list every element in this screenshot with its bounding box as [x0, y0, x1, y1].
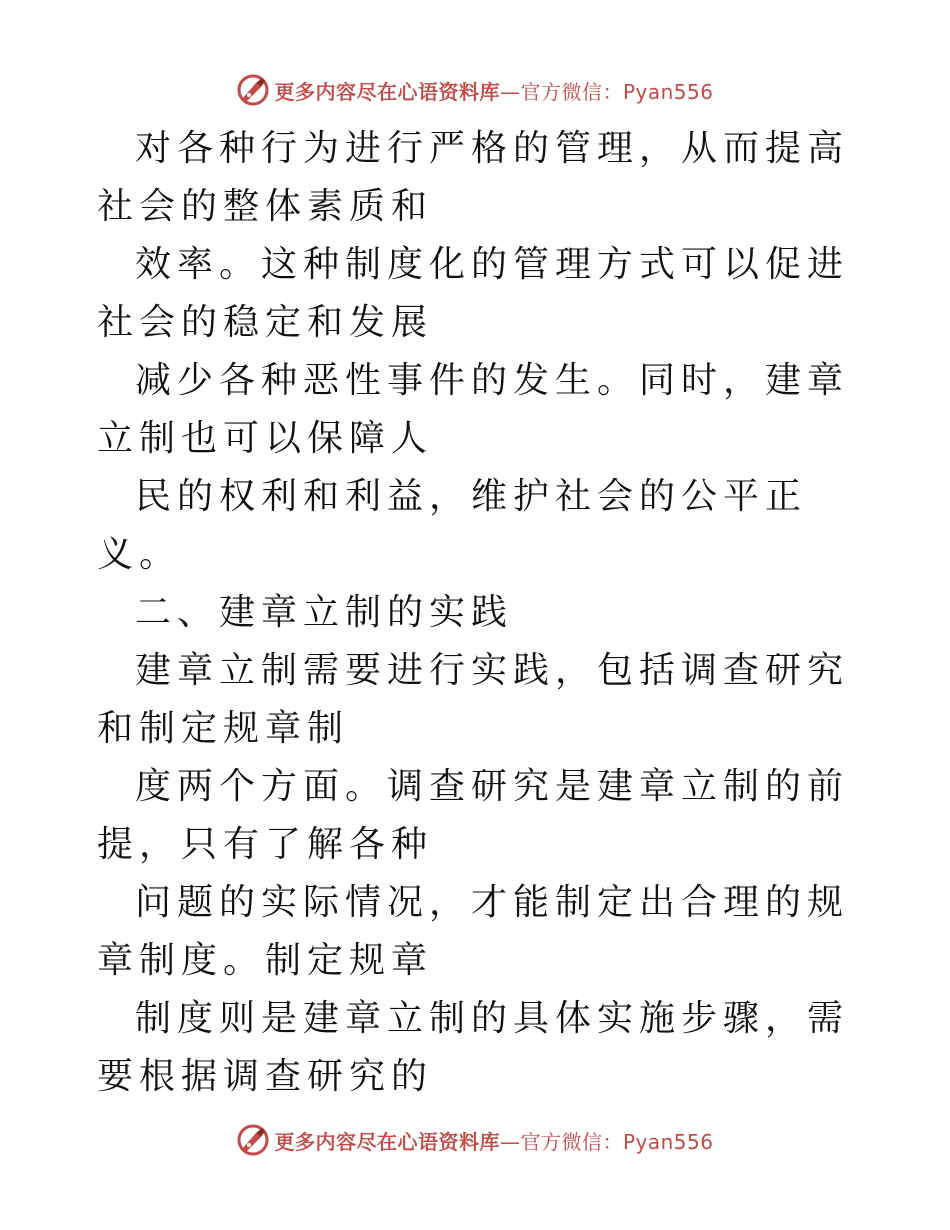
footer-banner: [0, 1120, 950, 1160]
paragraph: 对各种行为进行严格的管理，从而提高社会的整体素质和: [97, 128, 850, 227]
paragraph: 建章立制需要进行实践，包括调查研究和制定规章制: [97, 650, 850, 749]
footer-banner-lead: 更多内容尽在心语资料库: [274, 1129, 500, 1154]
paragraph: 效率。这种制度化的管理方式可以促进社会的稳定和发展: [97, 244, 850, 343]
header-banner-wechat: 官方微信：Pyan556: [520, 79, 714, 104]
footer-banner-dash: —: [499, 1129, 521, 1154]
paragraph: 民的权利和利益，维护社会的公平正义。: [97, 476, 808, 575]
paragraph: 问题的实际情况，才能制定出合理的规章制度。制定规章: [97, 882, 850, 981]
header-banner: [0, 70, 950, 110]
paragraph: 制度则是建章立制的具体实施步骤，需要根据调查研究的: [97, 998, 850, 1097]
paragraph: 减少各种恶性事件的发生。同时，建章立制也可以保障人: [97, 360, 850, 459]
header-banner-lead: 更多内容尽在心语资料库: [274, 79, 500, 104]
header-banner-dash: —: [499, 79, 521, 104]
pen-nib-logo-icon: [236, 73, 270, 107]
footer-banner-text: [274, 1126, 713, 1155]
paragraph: 度两个方面。调查研究是建章立制的前提，只有了解各种: [97, 766, 850, 865]
header-banner-text: [274, 76, 713, 105]
pen-nib-logo-icon: [236, 1123, 270, 1157]
footer-banner-wechat: 官方微信：Pyan556: [520, 1129, 714, 1154]
document-body: [97, 120, 857, 1106]
section-heading: 二、建章立制的实践: [135, 592, 514, 633]
